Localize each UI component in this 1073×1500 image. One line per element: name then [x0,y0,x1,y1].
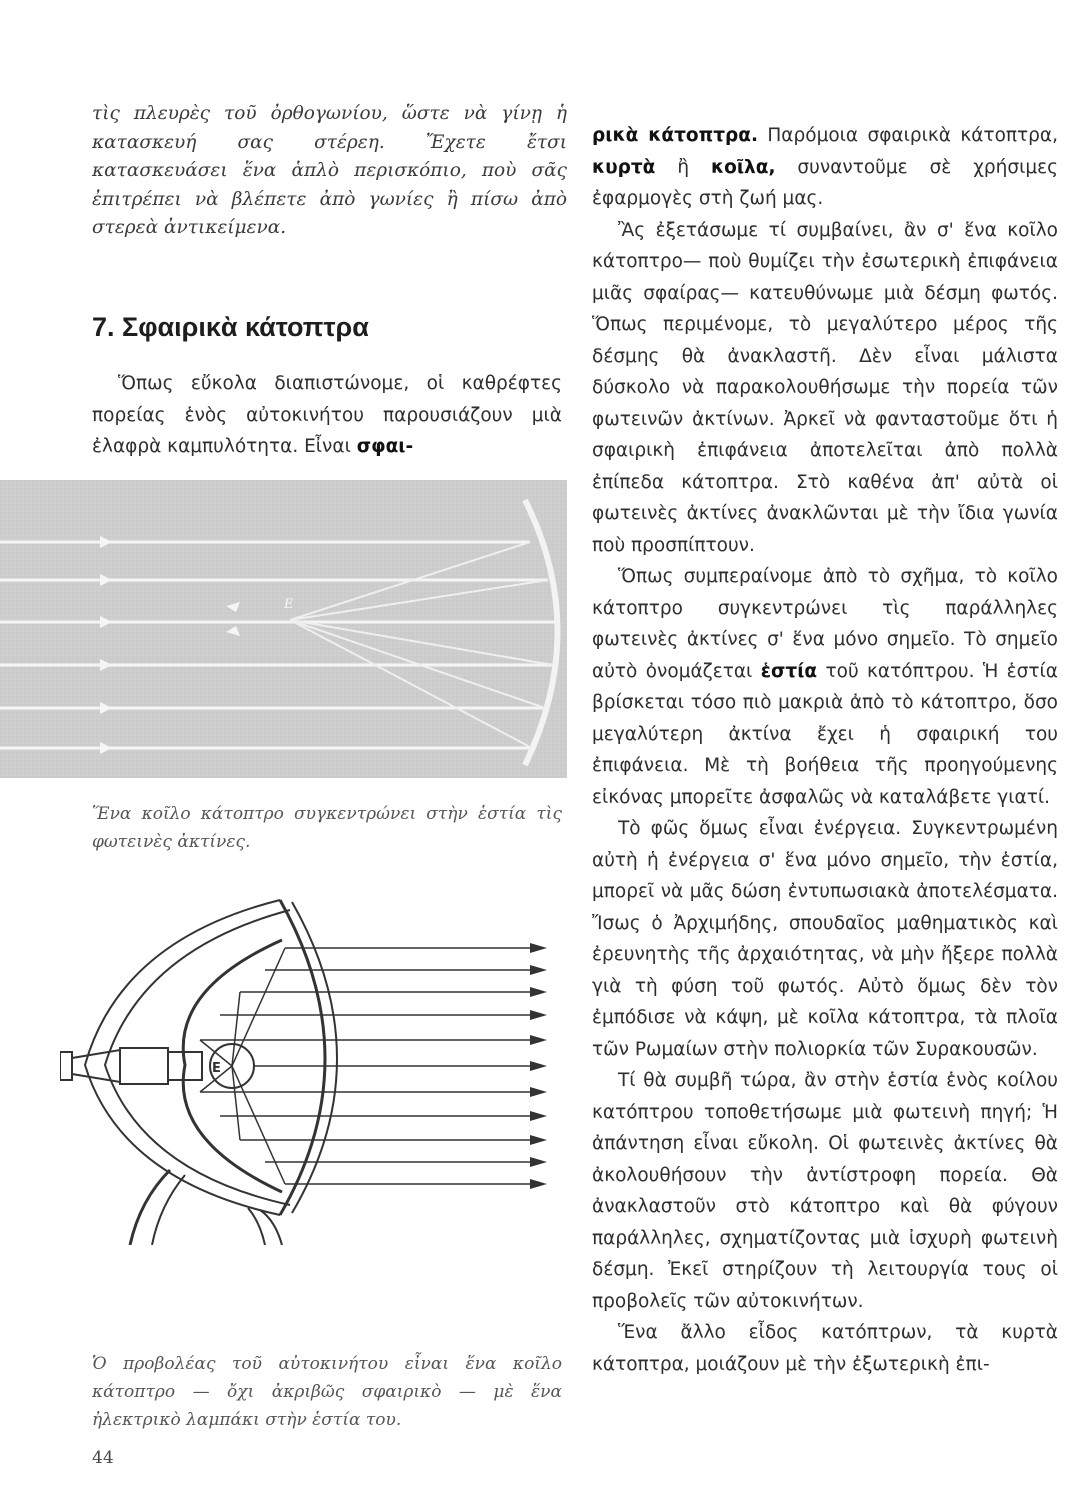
p3-text-1: Ὅπως συμπεραίνομε ἀπὸ τὸ σχῆμα, τὸ κοῖλο κάτοπτρο συγκεντρώνει τὶς παράλληλες φωτεινὲς ἀκτίνες σ' ἕνα μόνο σημεῖο. Τὸ σημεῖο αὐτὸ ὀνομάζεται [592,566,1058,682]
arrow-icon [530,965,547,975]
arrow-icon [530,1087,547,1097]
arrow-icon [530,943,547,953]
arrow-icon [530,987,547,997]
p1-bold-3: κοῖλα, [710,156,776,178]
arrow-icon [530,1179,547,1189]
arrow-icon [530,1135,547,1145]
outgoing-rays [200,948,535,1184]
section-title: 7. Σφαιρικὰ κάτοπτρα [92,312,369,342]
right-paragraph-2: Ἂς ἐξετάσωμε τί συμβαίνει, ἂν σ' ἕνα κοῖλο κάτοπτρο— ποὺ θυμίζει τὴν ἐσωτερικὴ ἐπιφάνεια μιᾶς σφαίρας— κατευθύνωμε μιὰ δέσμη φωτός. Ὅπως περιμένομε, τὸ μεγαλύτερο μέρος τῆς δέσμης θὰ ἀνακλαστῆ. Δὲν εἶναι μάλιστα δύσκολο νὰ παρακολουθήσωμε τὴν πορεία τῶν φωτεινῶν ἀκτίνων. Ἀρκεῖ νὰ φανταστοῦμε ὅτι ἡ σφαιρικὴ ἐπιφάνεια ἀποτελεῖται ἀπὸ πολλὰ ἐπίπεδα κάτοπτρα. Στὸ καθένα ἀπ' αὐτὰ οἱ φωτεινὲς ἀκτίνες ἀνακλῶνται μὲ τὴν ἴδια γωνία ποὺ προσπίπτουν. [592,219,1058,556]
figure2-caption: Ὁ προβολέας τοῦ αὐτοκινήτου εἶναι ἕνα κοῖλο κάτοπτρο — ὄχι ἀκριβῶς σφαιρικὸ — μὲ ἕνα ἠλεκτρικὸ λαμπάκι στὴν ἑστία του. [92,1354,562,1430]
inner-shell [105,910,290,1205]
lamp-base [120,1048,168,1084]
intro-italic-paragraph: τὶς πλευρὲς τοῦ ὀρθογωνίου, ὥστε νὰ γίνῃ ἡ κατασκευή σας στέρεη. Ἔχετε ἔτσι κατασκευάσει ἕνα ἁπλὸ περισκόπιο, ποὺ σᾶς ἐπιτρέπει νὰ βλέπετε ἀπὸ γωνίες ἢ πίσω ἀπὸ στερεὰ ἀντικείμενα. [92,103,567,238]
right-paragraph-5: Τί θὰ συμβῆ τώρα, ἂν στὴν ἑστία ἑνὸς κοίλου κατόπτρου τοποθετήσωμε μιὰ φωτεινὴ πηγή; Ἡ ἀπάντηση εἶναι εὔκολη. Οἱ φωτεινὲς ἀκτίνες θὰ ἀκολουθήσουν τὴν ἀντίστροφη πορεία. Θὰ ἀνακλαστοῦν στὸ κάτοπτρο καὶ θὰ φύγουν παράλληλες, σχηματίζοντας μιὰ ἰσχυρὴ φωτεινὴ δέσμη. Ἐκεῖ στηρίζουν τὴ λειτουργία τους οἱ προβολεῖς τῶν αὐτοκινήτων. [592,1070,1058,1312]
figure-concave-mirror-photo [0,480,567,778]
page-number: 44 [92,1448,114,1468]
p1-text-2: ἢ [655,156,711,178]
arrow-icon [530,1035,547,1045]
left-column-body [92,368,562,463]
focus-label: Ε [284,597,294,612]
source-ray [232,1066,240,1140]
lamp-cap [60,1052,72,1080]
p1-text-1: Παρόμοια σφαιρικὰ κάτοπτρα, [758,125,1058,146]
arrow-icon [530,1157,547,1167]
arrow-icon [530,1061,547,1071]
arrow-icon [530,1010,547,1020]
photo-background [0,480,567,778]
right-column [592,120,1058,1380]
lamp-label: Ε [212,1061,221,1076]
p1-text-3: συναντοῦμε σὲ χρήσιμες ἐφαρμογὲς στὴ ζωή μας. [592,156,1058,209]
section-intro-text: Ὅπως εὔκολα διαπιστώνομε, οἱ καθρέφτες πορείας ἑνὸς αὐτοκινήτου παρουσιάζουν μιὰ ἐλαφρὰ καμπυλότητα. Εἶναι [92,373,562,457]
section-intro-bold: σφαι- [356,436,414,457]
figure1-caption: Ἕνα κοῖλο κάτοπτρο συγκεντρώνει στὴν ἑστία τὶς φωτεινὲς ἀκτίνες. [92,804,562,852]
source-ray [232,948,285,1066]
beam-arrowheads [530,943,547,1189]
right-paragraph-6: Ἕνα ἄλλο εἶδος κατόπτρων, τὰ κυρτὰ κάτοπτρα, μοιάζουν μὲ τὴν ἐξωτερικὴ ἐπι- [592,1322,1058,1375]
figure-headlight-drawing [60,880,567,1245]
p1-bold-2: κυρτὰ [592,156,656,178]
stand-right-inner [248,1208,265,1245]
section-intro-paragraph [92,368,562,463]
right-paragraph-1 [592,120,1058,215]
left-column-top [92,100,567,243]
arrow-icon [530,1111,547,1121]
right-paragraph-3 [592,561,1058,813]
concave-mirror-diagram [0,480,567,778]
source-ray [232,1066,285,1184]
lamp-socket [72,1050,120,1082]
p1-bold-1: ρικὰ κάτοπτρα. [592,125,759,146]
source-ray [232,992,240,1066]
p3-bold: ἑστία [760,660,818,682]
p3-text-2: τοῦ κατόπτρου. Ἡ ἑστία βρίσκεται τόσο πιὸ μακριὰ ἀπὸ τὸ κάτοπτρο, ὅσο μεγαλύτερη ἀκτίνα ἔχει ἡ σφαιρική του ἐπιφάνεια. Μὲ τὴ βοήθεια τῆς προηγούμενης εἰκόνας μπορεῖτε ἀσφαλῶς νὰ καταλάβετε γιατί. [592,660,1058,808]
headlight-diagram [60,880,567,1245]
headlight-housing [60,900,337,1245]
right-paragraph-4: Τὸ φῶς ὅμως εἶναι ἐνέργεια. Συγκεντρωμένη αὐτὴ ἡ ἐνέργεια σ' ἕνα μόνο σημεῖο, τὴν ἑστία, μπορεῖ νὰ μᾶς δώση ἐντυπωσιακὰ ἀποτελέσματα. Ἴσως ὁ Ἀρχιμήδης, σπουδαῖος μαθηματικὸς καὶ ἐρευνητὴς τῆς ἀρχαιότητας, νὰ μὴν ἤξερε πολλὰ γιὰ τὴ φύση τοῦ φωτός. Αὐτὸ ὅμως δὲν τὸν ἐμπόδισε νὰ κάψη, μὲ κοῖλα κάτοπτρα, τὰ πλοῖα τῶν Ρωμαίων στὴν πολιορκία τῶν Συρακουσῶν. [592,818,1058,1060]
